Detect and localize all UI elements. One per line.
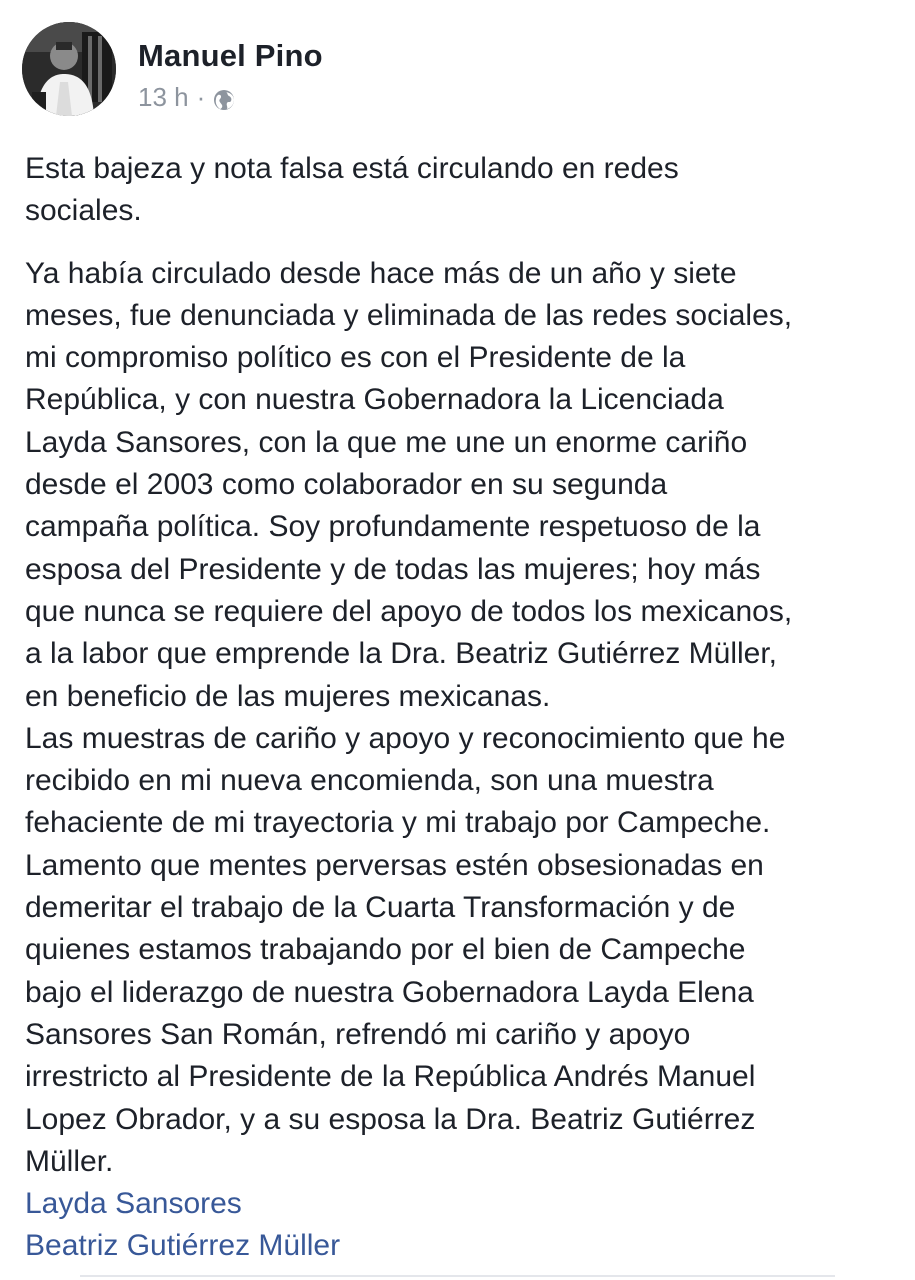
text-line: en beneficio de las mujeres mexicanas.: [25, 679, 551, 713]
text-line: que nunca se requiere del apoyo de todos los mexicanos,: [25, 594, 793, 628]
meta-separator: ·: [196, 82, 206, 112]
globe-icon[interactable]: [213, 87, 235, 109]
text-line: Lopez Obrador, y a su esposa la Dra. Beatriz Gutiérrez: [25, 1102, 756, 1136]
text-line: demeritar el trabajo de la Cuarta Transformación y de: [25, 891, 736, 925]
tag-beatriz-gutierrez-muller[interactable]: Beatriz Gutiérrez Müller: [25, 1229, 341, 1263]
text-line: fehaciente de mi trayectoria y mi trabajo por Campeche.: [25, 806, 771, 840]
text-line: campaña política. Soy profundamente respetuoso de la: [25, 510, 761, 544]
tagged-people: [25, 1183, 895, 1268]
text-line: irrestricto al Presidente de la República Andrés Manuel: [25, 1060, 756, 1094]
text-line: Las muestras de cariño y apoyo y reconocimiento que he: [25, 721, 786, 755]
text-line: Sansores San Román, refrendó mi cariño y apoyo: [25, 1017, 691, 1051]
text-line: República, y con nuestra Gobernadora la Licenciada: [25, 383, 724, 417]
text-line: mi compromiso político es con el Presidente de la: [25, 341, 686, 375]
author-name[interactable]: Manuel Pino: [138, 38, 323, 73]
post-meta: [138, 82, 235, 113]
tag-layda-sansores[interactable]: Layda Sansores: [25, 1187, 242, 1221]
text-line: desde el 2003 como colaborador en su segunda: [25, 468, 668, 502]
text-line: Esta bajeza y nota falsa está circulando en redes: [25, 152, 679, 185]
text-line: Ya había circulado desde hace más de un año y siete: [25, 256, 737, 290]
text-line: bajo el liderazgo de nuestra Gobernadora Layda Elena: [25, 975, 754, 1009]
text-line: sociales.: [25, 194, 142, 228]
divider: [80, 1275, 835, 1277]
text-line: quienes estamos trabajando por el bien de Campeche: [25, 933, 746, 967]
text-line: a la labor que emprende la Dra. Beatriz Gutiérrez Müller,: [25, 637, 778, 671]
avatar[interactable]: [22, 22, 116, 116]
avatar-photo: [22, 22, 116, 116]
text-line: meses, fue denunciada y eliminada de las redes sociales,: [25, 298, 793, 332]
post-time[interactable]: 13 h: [138, 82, 189, 112]
text-line: Lamento que mentes perversas estén obsesionadas en: [25, 848, 764, 882]
post-body: [25, 148, 895, 1268]
post-header: [22, 22, 882, 118]
text-line: Layda Sansores, con la que me une un enorme cariño: [25, 425, 748, 459]
post-paragraph: [25, 148, 895, 233]
post-paragraph: [25, 253, 895, 1184]
text-line: esposa del Presidente y de todas las mujeres; hoy más: [25, 552, 761, 586]
text-line: recibido en mi nueva encomienda, son una muestra: [25, 764, 714, 798]
text-line: Müller.: [25, 1144, 114, 1178]
